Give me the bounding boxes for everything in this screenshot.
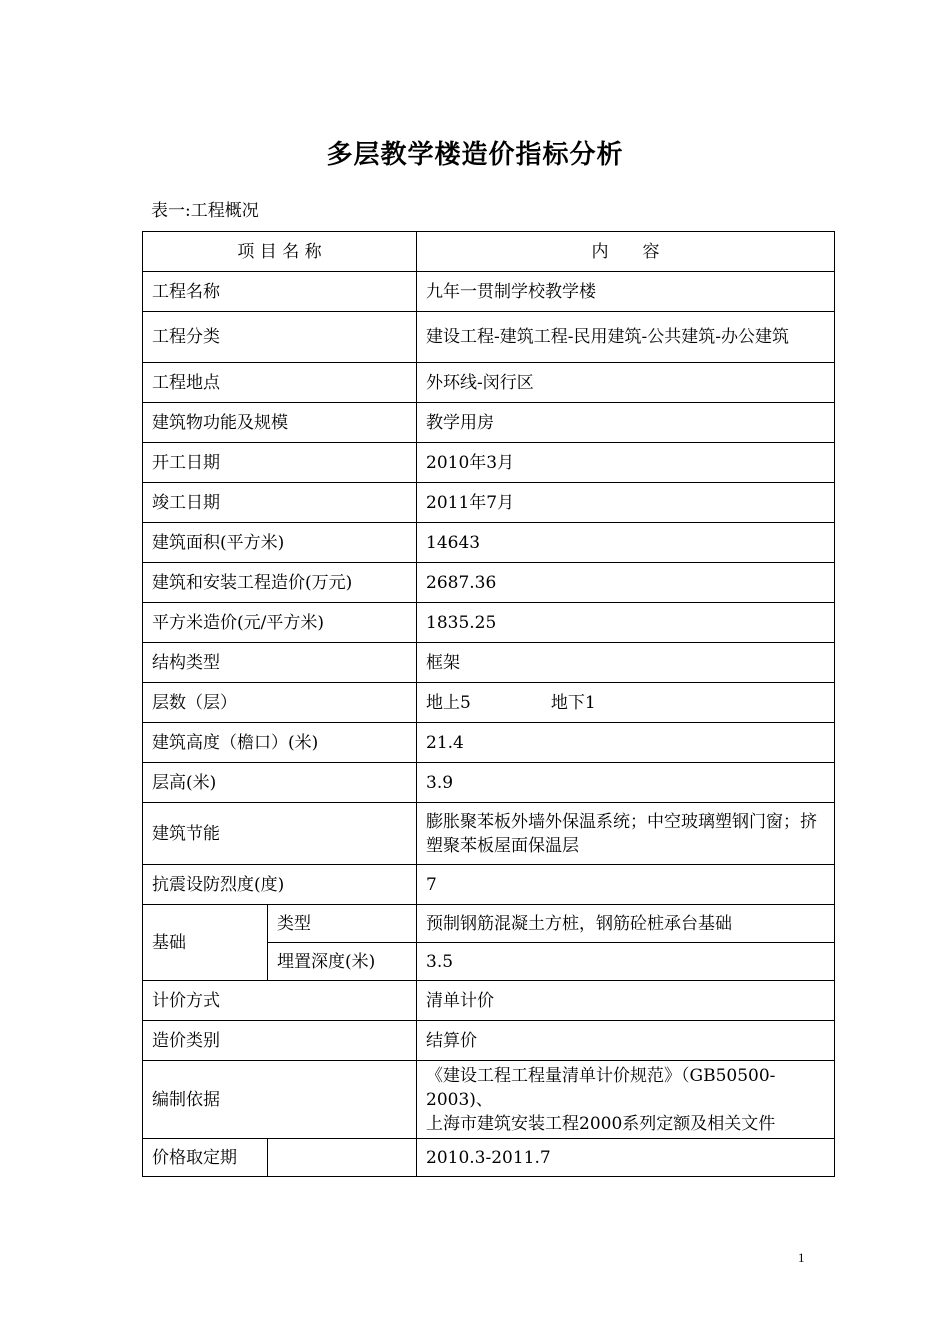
floors-below: 地下1 — [550, 692, 596, 713]
empty-cell — [268, 1139, 417, 1177]
row-value: 7 — [417, 865, 835, 905]
table-row — [143, 312, 835, 363]
row-label: 计价方式 — [143, 981, 417, 1021]
table-row — [143, 1061, 835, 1139]
row-value: 14643 — [417, 523, 835, 563]
foundation-type-label: 类型 — [268, 905, 417, 943]
row-label: 平方米造价(元/平方米) — [143, 603, 417, 643]
header-content: 内 容 — [417, 232, 835, 272]
row-value: 21.4 — [417, 723, 835, 763]
row-value: 2010.3-2011.7 — [417, 1139, 835, 1177]
project-overview-table — [142, 231, 835, 1177]
table-row — [143, 523, 835, 563]
table-row — [143, 981, 835, 1021]
table-row — [143, 803, 835, 865]
table-caption: 表一:工程概况 — [151, 201, 259, 221]
table-row — [143, 603, 835, 643]
basis-line-2: 上海市建筑安装工程2000系列定额及相关文件 — [426, 1113, 776, 1134]
row-value — [417, 683, 835, 723]
row-label: 建筑物功能及规模 — [143, 403, 417, 443]
row-value: 框架 — [417, 643, 835, 683]
table-row — [143, 363, 835, 403]
foundation-type-value: 预制钢筋混凝土方桩，钢筋砼桩承台基础 — [417, 905, 835, 943]
foundation-depth-value: 3.5 — [417, 943, 835, 981]
row-label: 工程名称 — [143, 272, 417, 312]
row-label: 建筑节能 — [143, 803, 417, 865]
row-value: 清单计价 — [417, 981, 835, 1021]
table-row — [143, 1139, 835, 1177]
row-value: 2687.36 — [417, 563, 835, 603]
row-value: 2011年7月 — [417, 483, 835, 523]
page-title: 多层教学楼造价指标分析 — [326, 140, 624, 170]
row-value: 膨胀聚苯板外墙外保温系统；中空玻璃塑钢门窗；挤塑聚苯板屋面保温层 — [417, 803, 835, 865]
basis-line-1: 《建设工程工程量清单计价规范》（GB50500-2003)、 — [426, 1065, 776, 1110]
row-label: 工程分类 — [143, 312, 417, 363]
row-value: 3.9 — [417, 763, 835, 803]
row-value: 2010年3月 — [417, 443, 835, 483]
table-row — [143, 403, 835, 443]
table-row — [143, 443, 835, 483]
table-row — [143, 763, 835, 803]
table-header-row — [143, 232, 835, 272]
table-row — [143, 563, 835, 603]
row-value: 教学用房 — [417, 403, 835, 443]
row-label: 层数（层） — [143, 683, 417, 723]
row-label: 价格取定期 — [143, 1139, 268, 1177]
row-value: 外环线-闵行区 — [417, 363, 835, 403]
row-value: 九年一贯制学校教学楼 — [417, 272, 835, 312]
row-label: 竣工日期 — [143, 483, 417, 523]
row-value: 结算价 — [417, 1021, 835, 1061]
table-row — [143, 272, 835, 312]
row-label: 建筑和安装工程造价(万元) — [143, 563, 417, 603]
row-label: 结构类型 — [143, 643, 417, 683]
table-row — [143, 483, 835, 523]
row-label: 造价类别 — [143, 1021, 417, 1061]
table-row — [143, 643, 835, 683]
row-label: 编制依据 — [143, 1061, 417, 1139]
table-row — [143, 905, 835, 943]
row-value: 建设工程-建筑工程-民用建筑-公共建筑-办公建筑 — [417, 312, 835, 363]
header-item-name: 项 目 名 称 — [143, 232, 417, 272]
table-row — [143, 1021, 835, 1061]
row-label: 开工日期 — [143, 443, 417, 483]
foundation-depth-label: 埋置深度(米) — [268, 943, 417, 981]
row-value — [417, 1061, 835, 1139]
table-row — [143, 865, 835, 905]
floors-above: 地上5 — [426, 692, 471, 713]
row-label: 工程地点 — [143, 363, 417, 403]
row-label: 抗震设防烈度(度) — [143, 865, 417, 905]
page-number: 1 — [798, 1250, 805, 1265]
foundation-label: 基础 — [143, 905, 268, 981]
table-row — [143, 683, 835, 723]
row-value: 1835.25 — [417, 603, 835, 643]
row-label: 建筑高度（檐口）(米) — [143, 723, 417, 763]
row-label: 建筑面积(平方米) — [143, 523, 417, 563]
row-label: 层高(米) — [143, 763, 417, 803]
table-row — [143, 723, 835, 763]
